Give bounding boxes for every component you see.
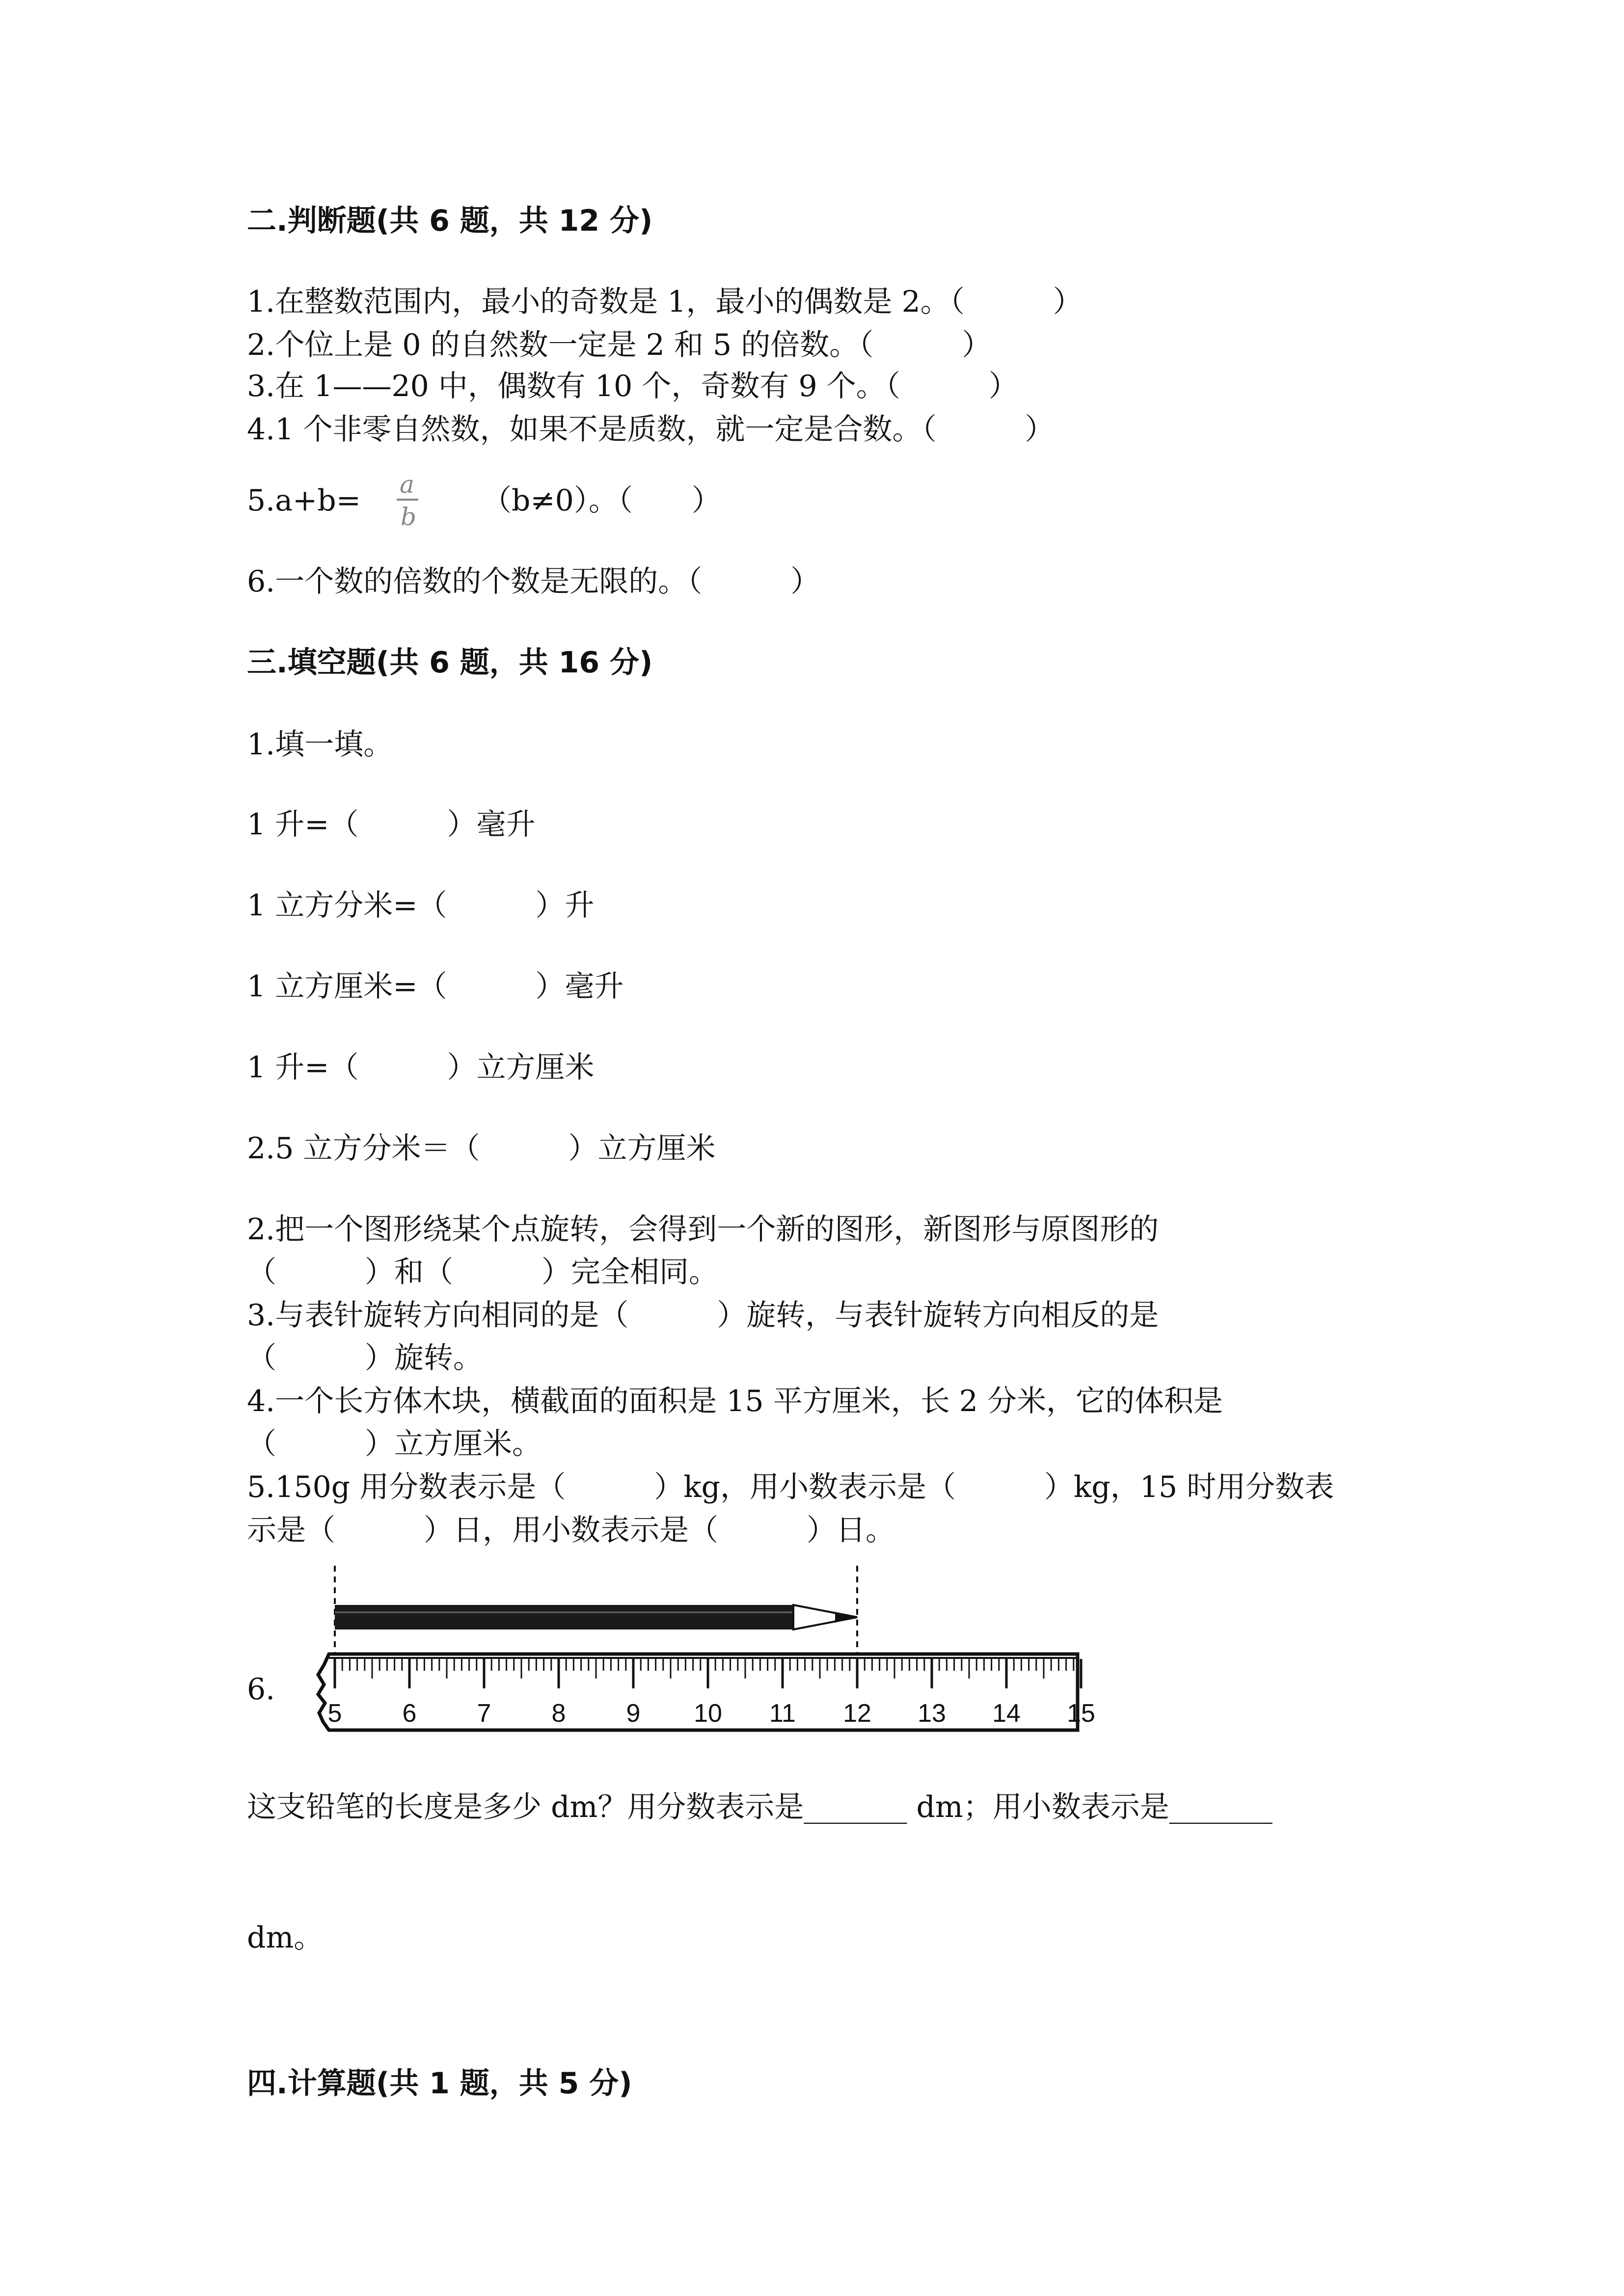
ruler <box>318 1654 1095 1730</box>
ruler-tick-label: 6 <box>402 1699 417 1728</box>
fill-q3-line-1: 3.与表针旋转方向相同的是（ ）旋转，与表针旋转方向相反的是 <box>247 1298 1159 1333</box>
fill-q3-line-2: （ ）旋转。 <box>247 1341 483 1375</box>
judge-item-5: 5.a+b= <box>247 483 361 518</box>
ruler-tick-label: 9 <box>626 1699 641 1728</box>
judge-item-1: 1.在整数范围内，最小的奇数是 1，最小的偶数是 2。（ ） <box>247 285 1083 319</box>
pencil-ruler-figure <box>299 1566 1095 1747</box>
ruler-tick-label: 10 <box>694 1699 722 1728</box>
ruler-tick-label: 14 <box>992 1699 1021 1728</box>
judge-item-3: 3.在 1——20 中，偶数有 10 个，奇数有 9 个。（ ） <box>247 369 1018 403</box>
judge-item-6: 6.一个数的倍数的个数是无限的。（ ） <box>247 564 820 599</box>
ruler-tick-label: 13 <box>918 1699 946 1728</box>
section-heading-judge: 二.判断题(共 6 题，共 12 分) <box>247 204 653 238</box>
ruler-tick-label: 11 <box>769 1699 796 1728</box>
ruler-tick-label: 5 <box>327 1699 342 1728</box>
judge-item-5-tail: （b≠0）。（ ） <box>482 483 721 518</box>
fraction-denominator: b <box>401 503 417 531</box>
ruler-tick-label: 7 <box>477 1699 491 1728</box>
fill-q1-line-1: 1 升=（ ）毫升 <box>247 807 536 842</box>
fill-q2-line-1: 2.把一个图形绕某个点旋转，会得到一个新的图形，新图形与原图形的 <box>247 1212 1159 1247</box>
fill-q6-label: 6. <box>247 1672 275 1707</box>
judge-item-4: 4.1 个非零自然数，如果不是质数，就一定是合数。（ ） <box>247 412 1055 447</box>
pencil <box>335 1566 857 1654</box>
fill-q4-line-1: 4.一个长方体木块，横截面的面积是 15 平方厘米，长 2 分米，它的体积是 <box>247 1384 1223 1418</box>
fraction-a-over-b <box>397 470 418 539</box>
fill-q5-line-2: 示是（ ）日，用小数表示是（ ）日。 <box>247 1513 895 1548</box>
fill-q1-line-4: 1 升=（ ）立方厘米 <box>247 1050 595 1085</box>
ruler-tick-label: 12 <box>843 1699 871 1728</box>
pencil-body <box>335 1605 793 1629</box>
fill-q5-line-1: 5.150g 用分数表示是（ ）kg，用小数表示是（ ）kg，15 时用分数表 <box>247 1470 1334 1504</box>
fill-q1-line-3: 1 立方厘米=（ ）毫升 <box>247 969 624 1004</box>
fill-q1-line-5: 2.5 立方分米＝（ ）立方厘米 <box>247 1131 716 1166</box>
fill-q1-title: 1.填一填。 <box>247 727 393 762</box>
ruler-tick-label: 8 <box>551 1699 566 1728</box>
fill-q4-line-2: （ ）立方厘米。 <box>247 1427 541 1461</box>
fill-q1-line-2: 1 立方分米=（ ）升 <box>247 888 595 923</box>
pencil-lead <box>835 1612 857 1623</box>
fill-q6-tail: dm。 <box>247 1921 324 1955</box>
judge-item-2: 2.个位上是 0 的自然数一定是 2 和 5 的倍数。（ ） <box>247 328 992 362</box>
fill-q2-line-2: （ ）和（ ）完全相同。 <box>247 1255 718 1289</box>
fraction-bar <box>397 499 418 501</box>
fraction-numerator: a <box>400 470 414 499</box>
ruler-tick-label: 15 <box>1067 1699 1095 1728</box>
fill-q6-question: 这支铅笔的长度是多少 dm？用分数表示是_______ dm；用小数表示是_______ <box>247 1790 1272 1824</box>
section-heading-calc: 四.计算题(共 1 题，共 5 分) <box>247 2066 632 2101</box>
section-heading-fill: 三.填空题(共 6 题，共 16 分) <box>247 645 653 680</box>
